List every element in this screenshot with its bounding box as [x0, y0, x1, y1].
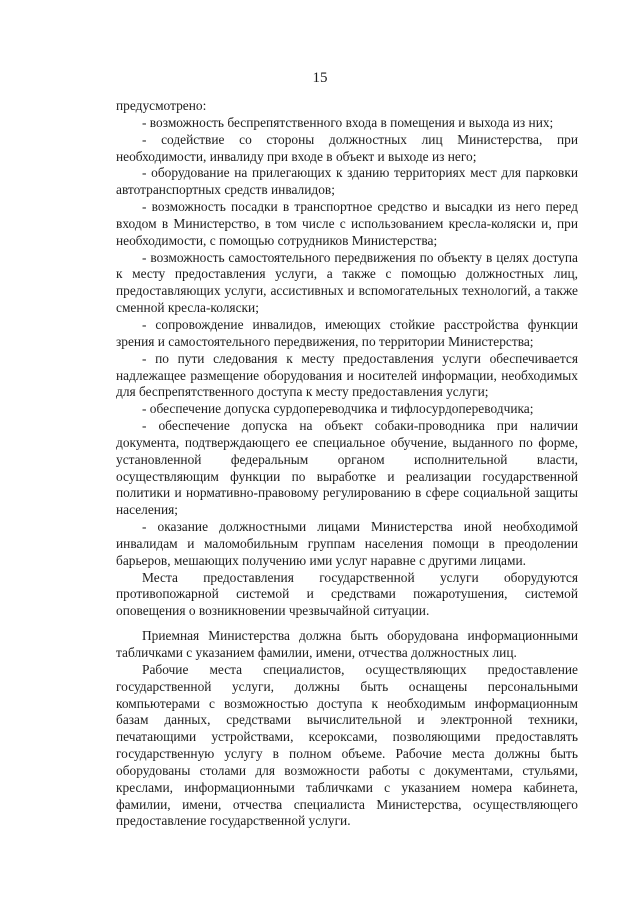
list-item-escort: - сопровождение инвалидов, имеющих стойкие расстройства функции зрения и самостоятельного передвижения, по территории Министерства; — [116, 316, 578, 349]
list-item-parking: - оборудование на прилегающих к зданию территориях мест для парковки автотранспортных средств инвалидов; — [116, 165, 578, 198]
list-item-guide-dog: - обеспечение допуска на объект собаки-проводника при наличии документа, подтверждающего ее специальное обучение, выданного по форме, установленной федеральным органом исполнительной власти, осуществляющим функции по выработке и реализации государственной политики и нормативно-правовому регулированию в сфере социальной защиты населения; — [116, 418, 578, 518]
list-item-equipment-placement: - по пути следования к месту предоставления услуги обеспечивается надлежащее размещение оборудования и носителей информации, необходимых для беспрепятственного доступа к месту предоставления услуги; — [116, 350, 578, 400]
body-text — [116, 98, 578, 830]
paragraph-reception: Приемная Министерства должна быть оборудована информационными табличками с указанием фамилии, имени, отчества должностных лиц. — [116, 628, 578, 660]
list-item-vehicle-boarding: - возможность посадки в транспортное средство и высадки из него перед входом в Министерство, в том числе с использованием кресла-коляски и, при необходимости, с помощью сотрудников Министерства; — [116, 199, 578, 248]
list-item-sign-interpreter: - обеспечение допуска сурдопереводчика и тифлосурдопереводчика; — [142, 401, 534, 417]
list-item-independent-movement: - возможность самостоятельного передвижения по объекту в целях доступа к месту предоставления услуги, а также с помощью должностных лиц, предоставляющих услуги, ассистивных и вспомогательных технологий, а также сменной кресла-коляски; — [116, 249, 578, 316]
list-item-staff-assistance: - содействие со стороны должностных лиц Министерства, при необходимости, инвалиду при входе в объект и выходе из него; — [116, 131, 578, 164]
paragraph-workplaces: Рабочие места специалистов, осуществляющих предоставление государственной услуги, должны быть оснащены персональными компьютерами с возможностью доступа к необходимым информационным базам данных, средствами вычислительной и электронной техники, печатающими устройствами, ксероксами, позволяющими предоставлять государственную услугу в полном объеме. Рабочие места должны быть оборудованы столами для возможности работы с документами, стульями, креслами, информационными табличками с указанием номера кабинета, фамилии, имени, отчества специалиста Министерства, осуществляющего предоставление государственной услуги. — [116, 661, 578, 829]
list-item-entry-exit: - возможность беспрепятственного входа в помещения и выхода из них; — [142, 114, 554, 130]
page-number: 15 — [312, 70, 328, 86]
intro-line: предусмотрено: — [116, 98, 207, 113]
list-item-other-assistance: - оказание должностными лицами Министерства иной необходимой инвалидам и маломобильным группам населения помощи в преодолении барьеров, мешающих получению ими услуг наравне с другими лицами. — [116, 519, 578, 568]
paragraph-fire-safety: Места предоставления государственной услуги оборудуются противопожарной системой и средствами пожаротушения, системой оповещения о возникновении чрезвычайной ситуации. — [116, 569, 578, 619]
